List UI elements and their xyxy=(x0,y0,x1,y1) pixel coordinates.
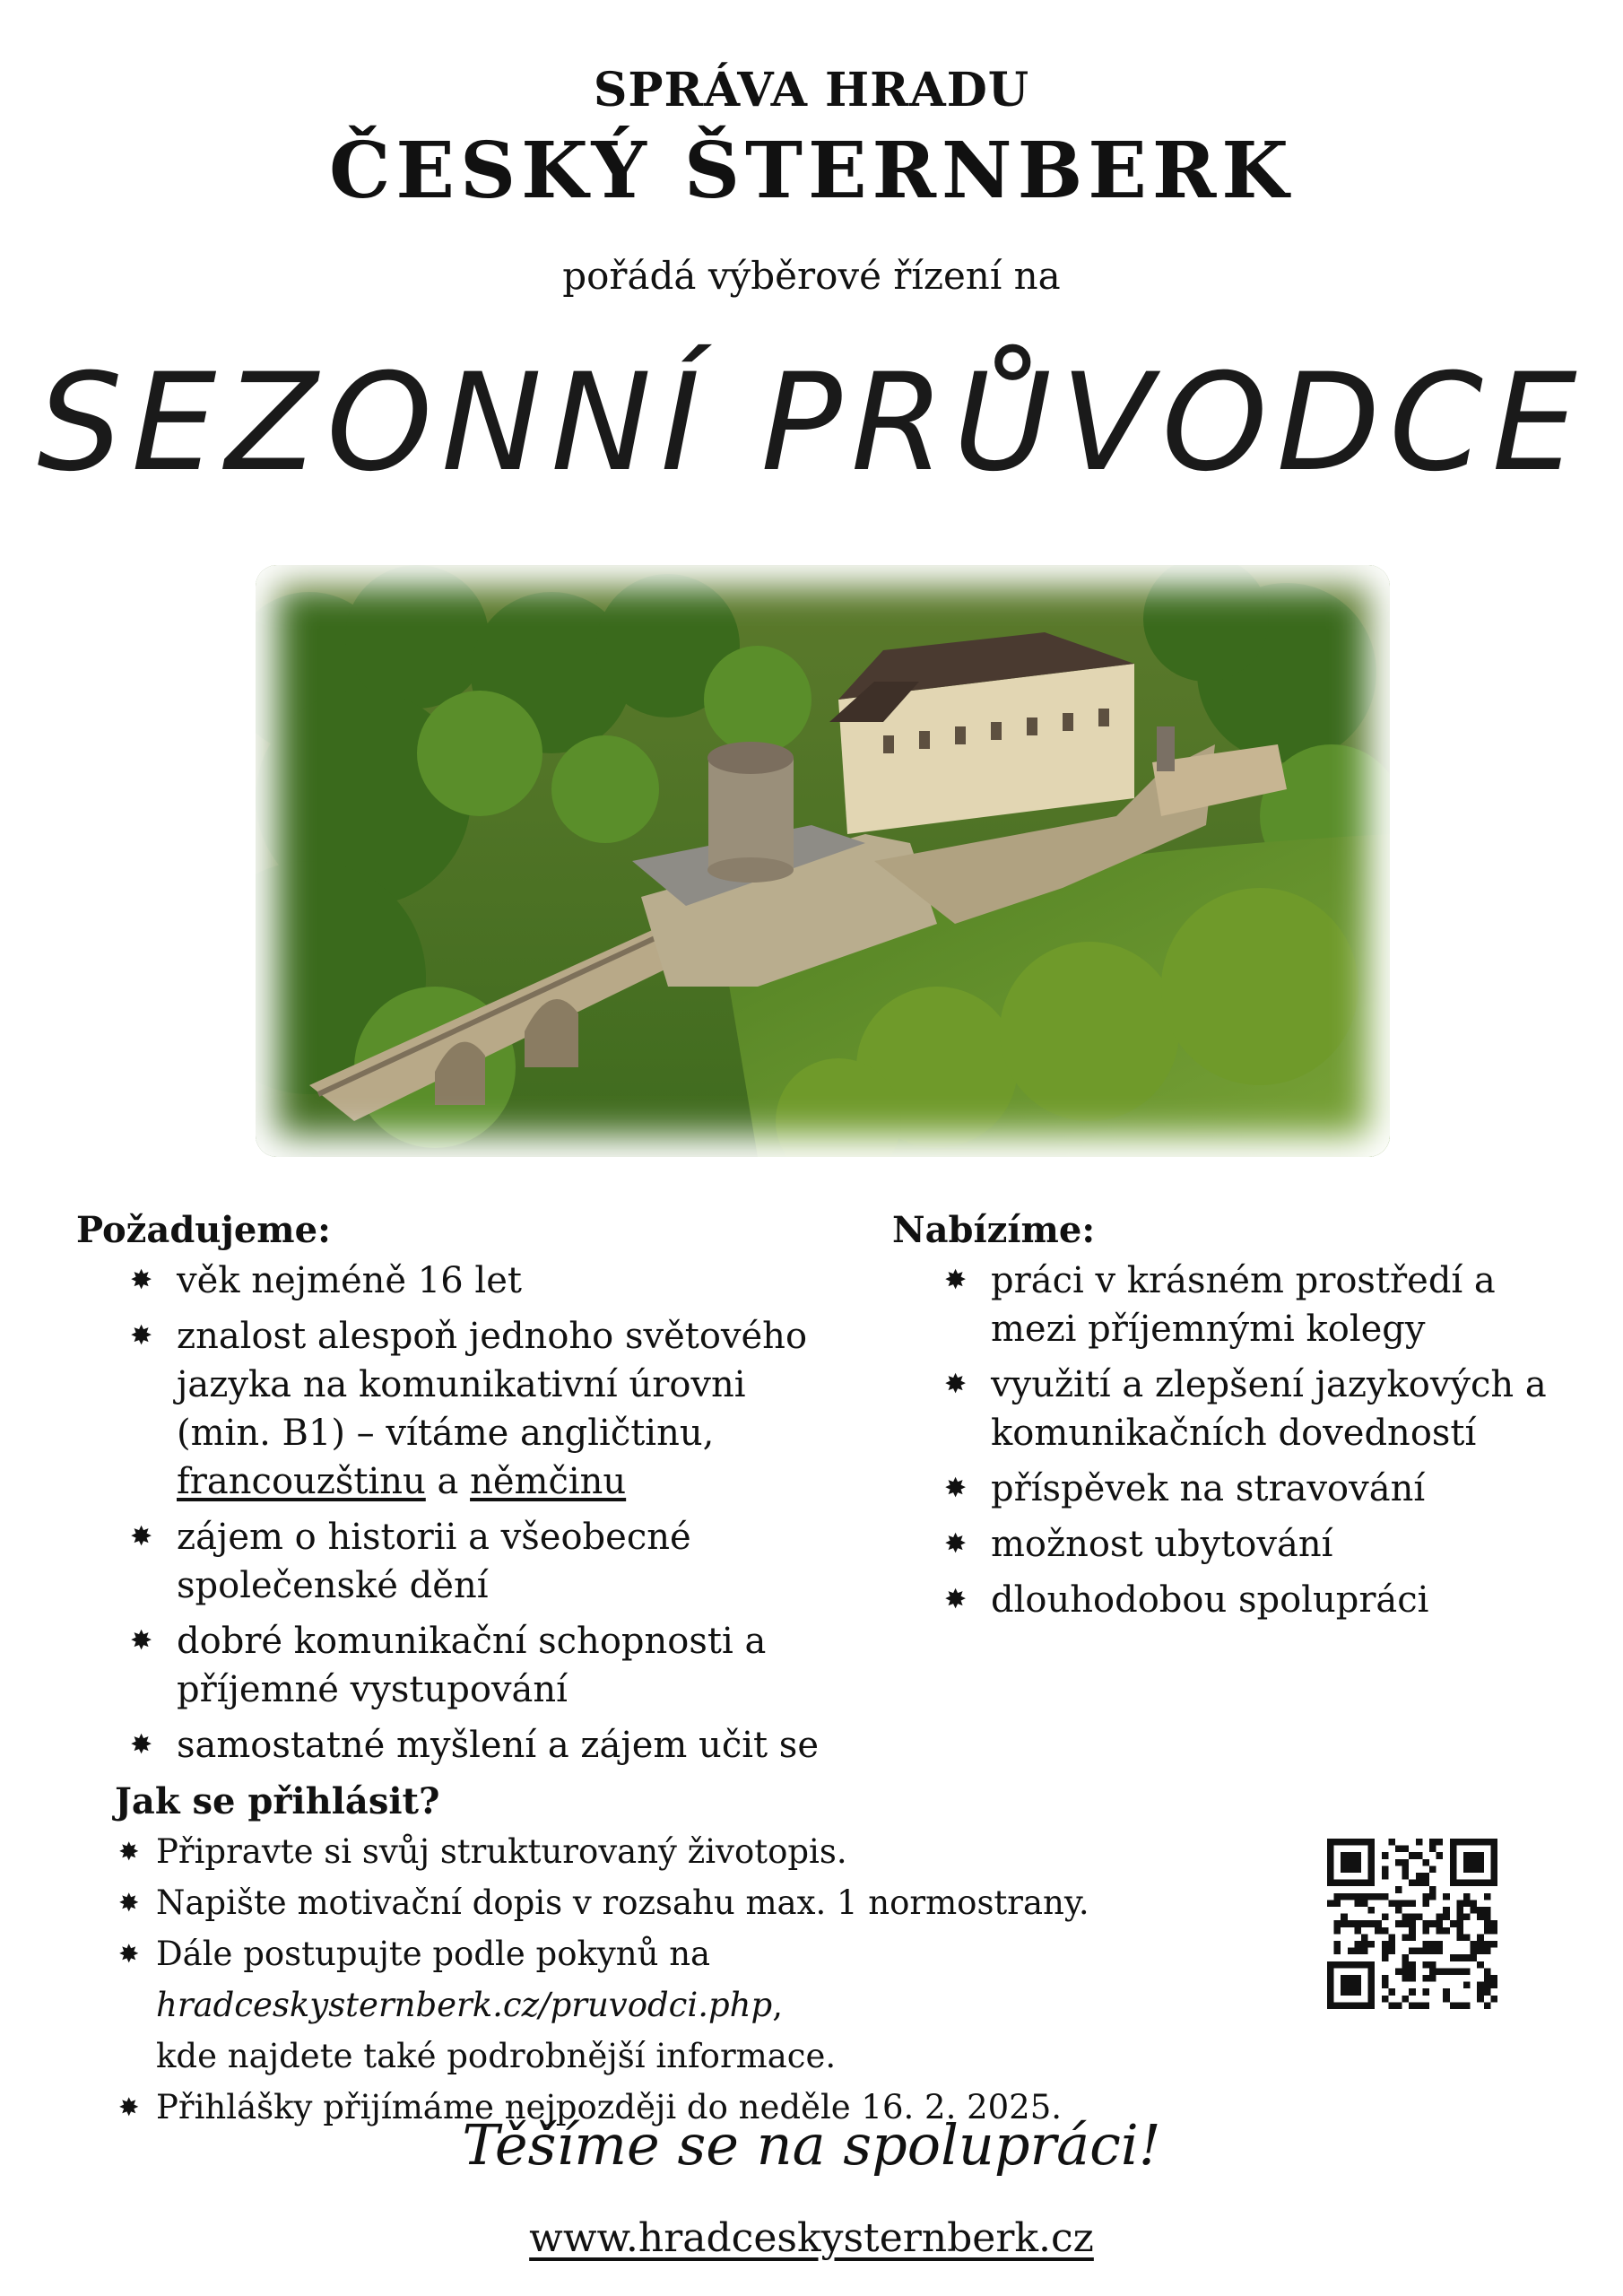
apply-list xyxy=(115,1826,1298,2133)
bullet-star-icon: ✸ xyxy=(118,1837,140,1866)
qr-code-icon[interactable] xyxy=(1327,1839,1497,2009)
apply-step-text: kde najdete také podrobnější informace. xyxy=(156,2037,837,2075)
list-item xyxy=(76,1721,847,1770)
requirement-text: zájem o historii a všeobecné společenské dění xyxy=(177,1517,691,1606)
organization-heading: SPRÁVA HRADU xyxy=(593,63,1030,117)
castle-name-heading: ČESKÝ ŠTERNBERK xyxy=(328,126,1295,216)
bullet-star-icon: ✸ xyxy=(944,1584,968,1615)
list-item xyxy=(76,1312,847,1506)
list-item xyxy=(892,1361,1574,1457)
bullet-star-icon: ✸ xyxy=(118,2092,140,2122)
list-item xyxy=(892,1576,1574,1624)
bullet-star-icon: ✸ xyxy=(130,1320,153,1352)
closing-message: Těšíme se na spolupráci! xyxy=(462,2112,1161,2178)
language-german: němčinu xyxy=(470,1461,627,1502)
requirements-heading: Požadujeme: xyxy=(76,1209,331,1251)
list-item xyxy=(115,1928,1298,2082)
bullet-star-icon: ✸ xyxy=(130,1625,153,1657)
offers-list xyxy=(892,1257,1574,1624)
list-item xyxy=(76,1513,847,1610)
list-item xyxy=(115,1877,1298,1928)
requirement-text: samostatné myšlení a zájem učit se xyxy=(177,1725,819,1766)
offers-heading: Nabízíme: xyxy=(892,1209,1096,1251)
bullet-star-icon: ✸ xyxy=(944,1473,968,1504)
apply-section xyxy=(115,1780,1298,2133)
instructions-link[interactable]: hradceskysternberk.cz/pruvodci.php xyxy=(156,1986,773,2024)
requirements-section xyxy=(76,1209,847,1777)
apply-step-text: Napište motivační dopis v rozsahu max. 1 normostrany. xyxy=(156,1883,1089,1922)
apply-step-text: Připravte si svůj strukturovaný životopis. xyxy=(156,1832,847,1871)
conjunction: a xyxy=(437,1461,459,1502)
bullet-star-icon: ✸ xyxy=(130,1729,153,1761)
bullet-star-icon: ✸ xyxy=(944,1528,968,1560)
castle-photo xyxy=(256,565,1390,1157)
bullet-star-icon: ✸ xyxy=(944,1369,968,1400)
requirements-list xyxy=(76,1257,847,1770)
punctuation: , xyxy=(772,1986,783,2024)
bullet-star-icon: ✸ xyxy=(130,1265,153,1296)
list-item xyxy=(892,1520,1574,1569)
offer-text: možnost ubytování xyxy=(991,1524,1333,1565)
bullet-star-icon: ✸ xyxy=(118,1888,140,1918)
bullet-star-icon: ✸ xyxy=(130,1521,153,1552)
position-title: SEZONNÍ PRŮVODCE xyxy=(37,345,1586,501)
website-link[interactable]: www.hradceskysternberk.cz xyxy=(529,2215,1094,2261)
list-item xyxy=(76,1257,847,1305)
website-footer xyxy=(0,2215,1623,2261)
bullet-star-icon: ✸ xyxy=(944,1265,968,1296)
requirement-text: věk nejméně 16 let xyxy=(177,1260,522,1301)
offer-text: práci v krásném prostředí a mezi příjemnými kolegy xyxy=(991,1260,1496,1350)
offer-text: dlouhodobou spolupráci xyxy=(991,1579,1429,1621)
bullet-star-icon: ✸ xyxy=(118,1939,140,1969)
list-item xyxy=(115,1826,1298,1877)
apply-step-text: Dále postupujte podle pokynů na xyxy=(156,1935,711,1973)
offers-section xyxy=(892,1209,1574,1631)
offer-text: příspěvek na stravování xyxy=(991,1468,1426,1509)
requirement-text: znalost alespoň jednoho světového jazyka na komunikativní úrovni (min. B1) – vítáme angličtinu, xyxy=(177,1316,808,1454)
requirement-text: dobré komunikační schopnosti a příjemné vystupování xyxy=(177,1621,767,1710)
apply-heading: Jak se přihlásit? xyxy=(115,1780,440,1822)
intro-text: pořádá výběrové řízení na xyxy=(562,254,1061,298)
offer-text: využití a zlepšení jazykových a komunikačních dovedností xyxy=(991,1364,1547,1454)
list-item xyxy=(76,1617,847,1714)
apply-step-text: Přihlášky přijímáme nejpozději do neděle 16. 2. 2025. xyxy=(156,2088,1063,2126)
list-item xyxy=(892,1465,1574,1513)
list-item xyxy=(892,1257,1574,1353)
language-french: francouzštinu xyxy=(177,1461,426,1502)
